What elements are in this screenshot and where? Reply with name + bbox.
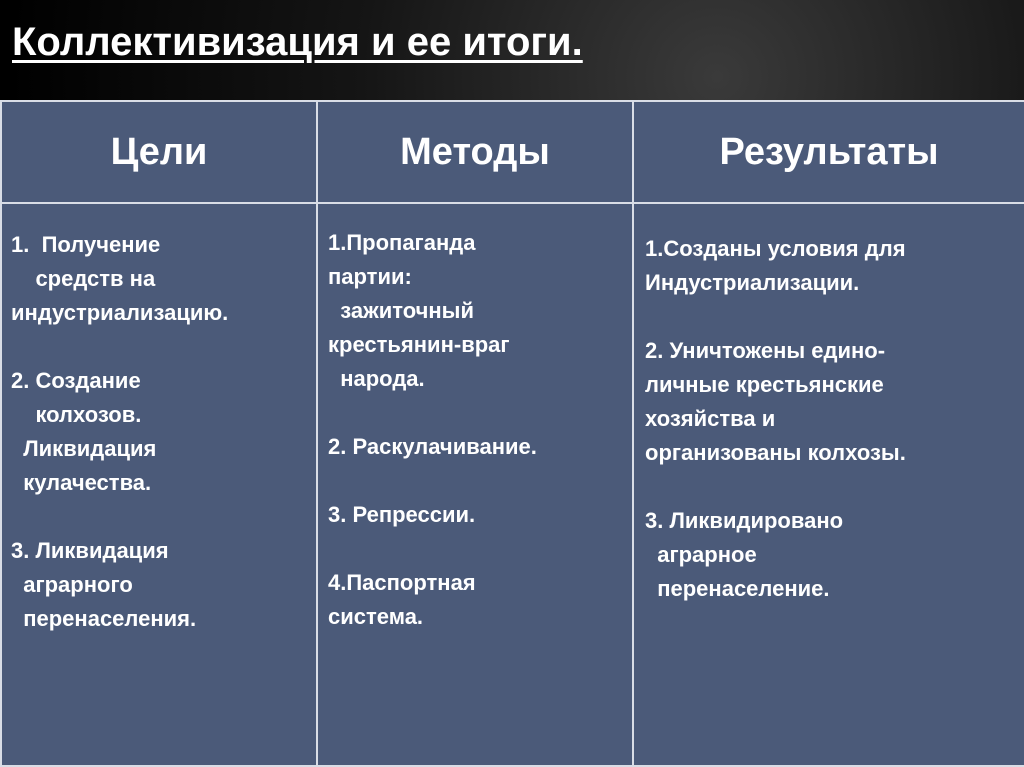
results-text: 1.Созданы условия для Индустриализации. 2. Уничтожены едино- личные крестьянские хозяйства и организованы колхозы. 3. Ликвидировано аграрное перенаселение. [645, 236, 906, 601]
methods-text: 1.Пропаганда партии: зажиточный крестьянин-враг народа. 2. Раскулачивание. 3. Репрессии. 4.Паспортная система. [328, 230, 537, 629]
header-results: Результаты [633, 101, 1024, 203]
goals-text: 1. Получение средств на индустриализацию. 2. Создание колхозов. Ликвидация кулачества. 3. Ликвидация аграрного перенаселения. [11, 232, 229, 631]
header-goals: Цели [1, 101, 317, 203]
results-cell [633, 203, 1024, 766]
summary-table [0, 100, 1024, 767]
header-methods: Методы [317, 101, 633, 203]
table-body-row [1, 203, 1024, 766]
slide-title: Коллективизация и ее итоги. [12, 20, 583, 64]
table-header-row [1, 101, 1024, 203]
methods-cell [317, 203, 633, 766]
goals-cell [1, 203, 317, 766]
